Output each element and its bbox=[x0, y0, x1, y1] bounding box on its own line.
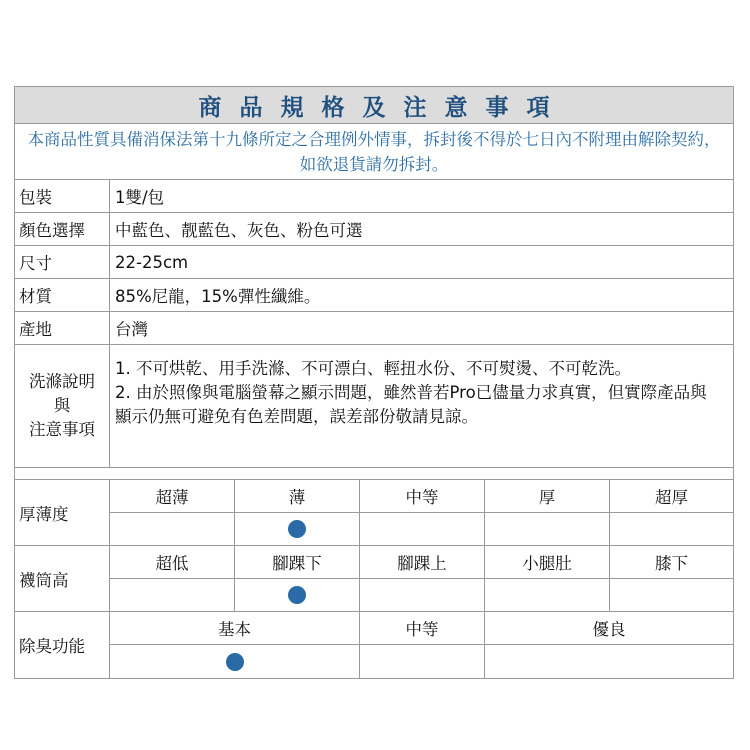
spec-row-material bbox=[15, 279, 733, 312]
care-item: 2. 由於照像與電腦螢幕之顯示問題，雖然普若Pro已儘量力求真實，但實際產品與 顯示仍無可避免有色差問題，誤差部份敬請見諒。 bbox=[115, 383, 707, 426]
return-notice: 本商品性質具備消保法第十九條所定之合理例外情事，拆封後不得於七日內不附理由解除契約，如欲退貨請勿拆封。 bbox=[15, 124, 733, 180]
spec-value: 台灣 bbox=[115, 320, 148, 339]
spec-row-color bbox=[15, 213, 733, 246]
option-label: 超薄 bbox=[110, 480, 235, 512]
care-label-line: 洗滌說明 bbox=[29, 372, 95, 391]
care-item: 1. 不可烘乾、用手洗滌、不可漂白、輕扭水份、不可熨燙、不可乾洗。 bbox=[115, 359, 631, 378]
spec-row-care bbox=[15, 345, 733, 468]
spec-label: 尺寸 bbox=[15, 246, 110, 278]
attr-label: 厚薄度 bbox=[15, 480, 110, 545]
height-marks bbox=[110, 579, 733, 612]
spec-value: 22-25cm bbox=[115, 252, 189, 272]
spec-value: 85%尼龍，15%彈性纖維。 bbox=[115, 287, 321, 306]
selected-dot-icon bbox=[288, 520, 306, 538]
spec-row-size bbox=[15, 246, 733, 279]
spec-row-package bbox=[15, 180, 733, 213]
care-label-line: 注意事項 bbox=[29, 420, 95, 439]
option-label: 中等 bbox=[360, 612, 485, 644]
attr-label: 襪筒高 bbox=[15, 546, 110, 611]
selected-dot-icon bbox=[226, 653, 244, 671]
spec-row-origin bbox=[15, 312, 733, 345]
option-label: 超厚 bbox=[655, 487, 688, 507]
selected-dot-icon bbox=[288, 586, 306, 604]
attr-thickness bbox=[15, 480, 733, 546]
option-label: 薄 bbox=[235, 480, 360, 512]
care-instructions bbox=[110, 345, 733, 467]
care-label bbox=[15, 345, 110, 467]
spec-label: 顏色選擇 bbox=[15, 213, 110, 245]
option-label: 優良 bbox=[592, 620, 626, 639]
deodorant-marks bbox=[110, 645, 733, 678]
spec-value: 中藍色、靓藍色、灰色、粉色可選 bbox=[115, 221, 363, 240]
option-label: 厚 bbox=[485, 480, 610, 512]
attr-label: 除臭功能 bbox=[15, 612, 110, 678]
spec-sheet bbox=[14, 86, 734, 679]
option-label: 中等 bbox=[360, 480, 485, 512]
option-label: 小腿肚 bbox=[485, 546, 610, 578]
section-divider bbox=[15, 468, 733, 480]
attr-sock-height bbox=[15, 546, 733, 612]
attr-deodorant bbox=[15, 612, 733, 678]
spec-label: 材質 bbox=[15, 279, 110, 311]
option-label: 腳踝上 bbox=[360, 546, 485, 578]
spec-label: 產地 bbox=[15, 312, 110, 344]
thickness-marks bbox=[110, 513, 733, 546]
option-label: 膝下 bbox=[655, 553, 688, 573]
spec-label: 包裝 bbox=[15, 180, 110, 212]
spec-value: 1雙/包 bbox=[115, 188, 165, 207]
option-label: 超低 bbox=[110, 546, 235, 578]
option-label: 腳踝下 bbox=[235, 546, 360, 578]
option-label: 基本 bbox=[218, 620, 251, 639]
sheet-title: 商品規格及注意事項 bbox=[15, 87, 733, 124]
care-label-line: 與 bbox=[53, 396, 71, 415]
